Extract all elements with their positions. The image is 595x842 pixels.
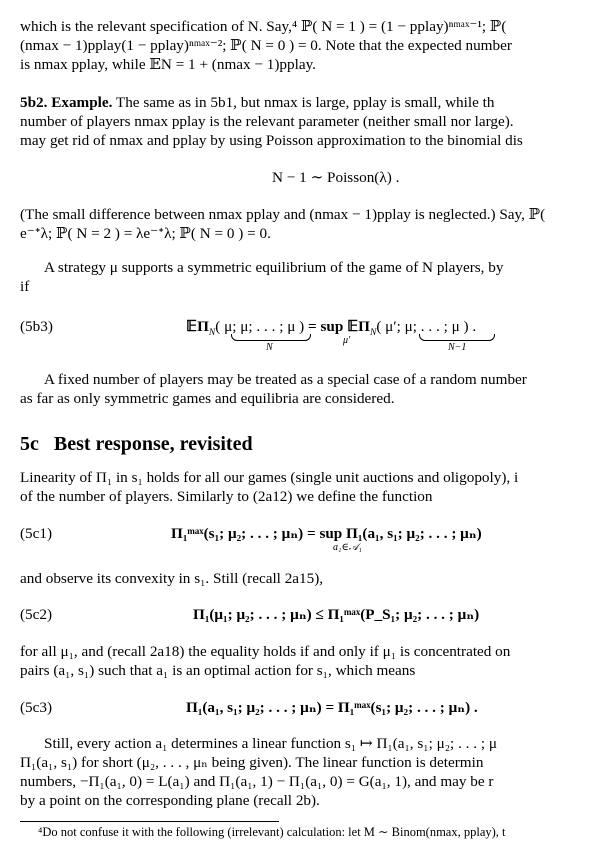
eq-lhs-sub: N (208, 328, 216, 339)
text-line: (nmax − 1)pplay(1 − pplay)ⁿᵐᵃˣ⁻²; ℙ( N = 0 ) = 0. Note that the expected number (20, 37, 512, 54)
section-title: Best response, revisited (53, 433, 253, 455)
eq-lhs-args: ( μ; μ; . . . ; μ ) (215, 318, 305, 335)
text-line: (The small difference between nmax pplay and (nmax − 1)pplay is neglected.) Say, ℙ( (20, 206, 546, 223)
equation-tag: (5c3) (20, 699, 53, 716)
text-line: Linearity of Π₁ in s₁ holds for all our games (single unit auctions and oligopoly), i (20, 469, 519, 486)
text-line: may get rid of nmax and pplay by using Poisson approximation to the binomial dis (20, 132, 523, 149)
text-line: by a point on the corresponding plane (recall 2b). (20, 792, 320, 809)
text-line: pairs (a₁, s₁) such that a₁ is an optimal action for s₁, which means (20, 662, 416, 679)
section-heading (20, 433, 253, 456)
display-formula: N − 1 ∼ Poisson(λ) . (272, 169, 400, 186)
equation-tag: (5c1) (20, 525, 53, 542)
section-number: 5c (20, 433, 39, 455)
text-line: is nmax pplay, while 𝔼N = 1 + (nmax − 1)pplay. (20, 56, 316, 73)
text-line: which is the relevant specification of N. Say,⁴ ℙ( N = 1 ) = (1 − pplay)ⁿᵐᵃˣ⁻¹; ℙ( (20, 18, 507, 35)
example-heading: 5b2. Example. (20, 94, 113, 111)
text-line: for all μ₁, and (recall 2a18) the equality holds if and only if μ₁ is concentrated on (20, 643, 511, 660)
equation-tag: (5b3) (20, 318, 53, 335)
text-line: Π₁(a₁, s₁) for short (μ₂, . . . , μₙ being given). The linear function is determin (20, 754, 484, 771)
text-line: of the number of players. Similarly to (2a12) we define the function (20, 488, 433, 505)
example-text: The same as in 5b1, but nmax is large, pplay is small, while th (112, 94, 495, 111)
eq-lhs: 𝔼Π (186, 318, 209, 335)
equation-5c1: Π₁ᵐᵃˣ(s₁; μ₂; . . . ; μₙ) = sup Π₁(a₁, s₁; μ₂; . . . ; μₙ) (171, 525, 482, 542)
equation-tag: (5c2) (20, 606, 53, 623)
eq-rhs: = sup 𝔼Π (308, 318, 370, 335)
text-line: number of players nmax pplay is the relevant parameter (neither small nor large). (20, 113, 514, 130)
example-line (20, 94, 494, 112)
footnote-rule (20, 821, 279, 822)
eq-rhs-sub: N (369, 328, 377, 339)
text-line: numbers, −Π₁(a₁, 0) = L(a₁) and Π₁(a₁, 1) − Π₁(a₁, 0) = G(a₁, 1), and may be r (20, 773, 494, 790)
underbrace-label: N−1 (448, 342, 467, 353)
text-line: A fixed number of players may be treated as a special case of a random number (44, 371, 527, 388)
sup-subscript: a₁∈𝒜₁ (333, 542, 362, 553)
text-line: e⁻ᐩλ; ℙ( N = 2 ) = λe⁻ᐩλ; ℙ( N = 0 ) = 0. (20, 225, 271, 242)
text-line: Still, every action a₁ determines a linear function s₁ ↦ Π₁(a₁, s₁; μ₂; . . . ; μ (44, 735, 498, 752)
eq-rhs-args: ( μ′; μ; . . . ; μ ) . (376, 318, 477, 335)
equation-5c2: Π₁(μ₁; μ₂; . . . ; μₙ) ≤ Π₁ᵐᵃˣ(P_S₁; μ₂; . . . ; μₙ) (193, 606, 480, 623)
footnote: ⁴Do not confuse it with the following (irrelevant) calculation: let M ∼ Binom(nmax, pplay), t (38, 825, 506, 839)
equation-5c3: Π₁(a₁, s₁; μ₂; . . . ; μₙ) = Π₁ᵐᵃˣ(s₁; μ₂; . . . ; μₙ) . (186, 699, 478, 716)
underbrace-label: N (266, 342, 273, 353)
sup-subscript: μ′ (343, 335, 351, 346)
text-line: as far as only symmetric games and equilibria are considered. (20, 390, 395, 407)
text-line: and observe its convexity in s₁. Still (recall 2a15), (20, 570, 324, 587)
text-line: if (20, 278, 30, 295)
underbrace (231, 334, 311, 341)
text-line: A strategy μ supports a symmetric equilibrium of the game of N players, by (44, 259, 504, 276)
underbrace (419, 334, 495, 341)
